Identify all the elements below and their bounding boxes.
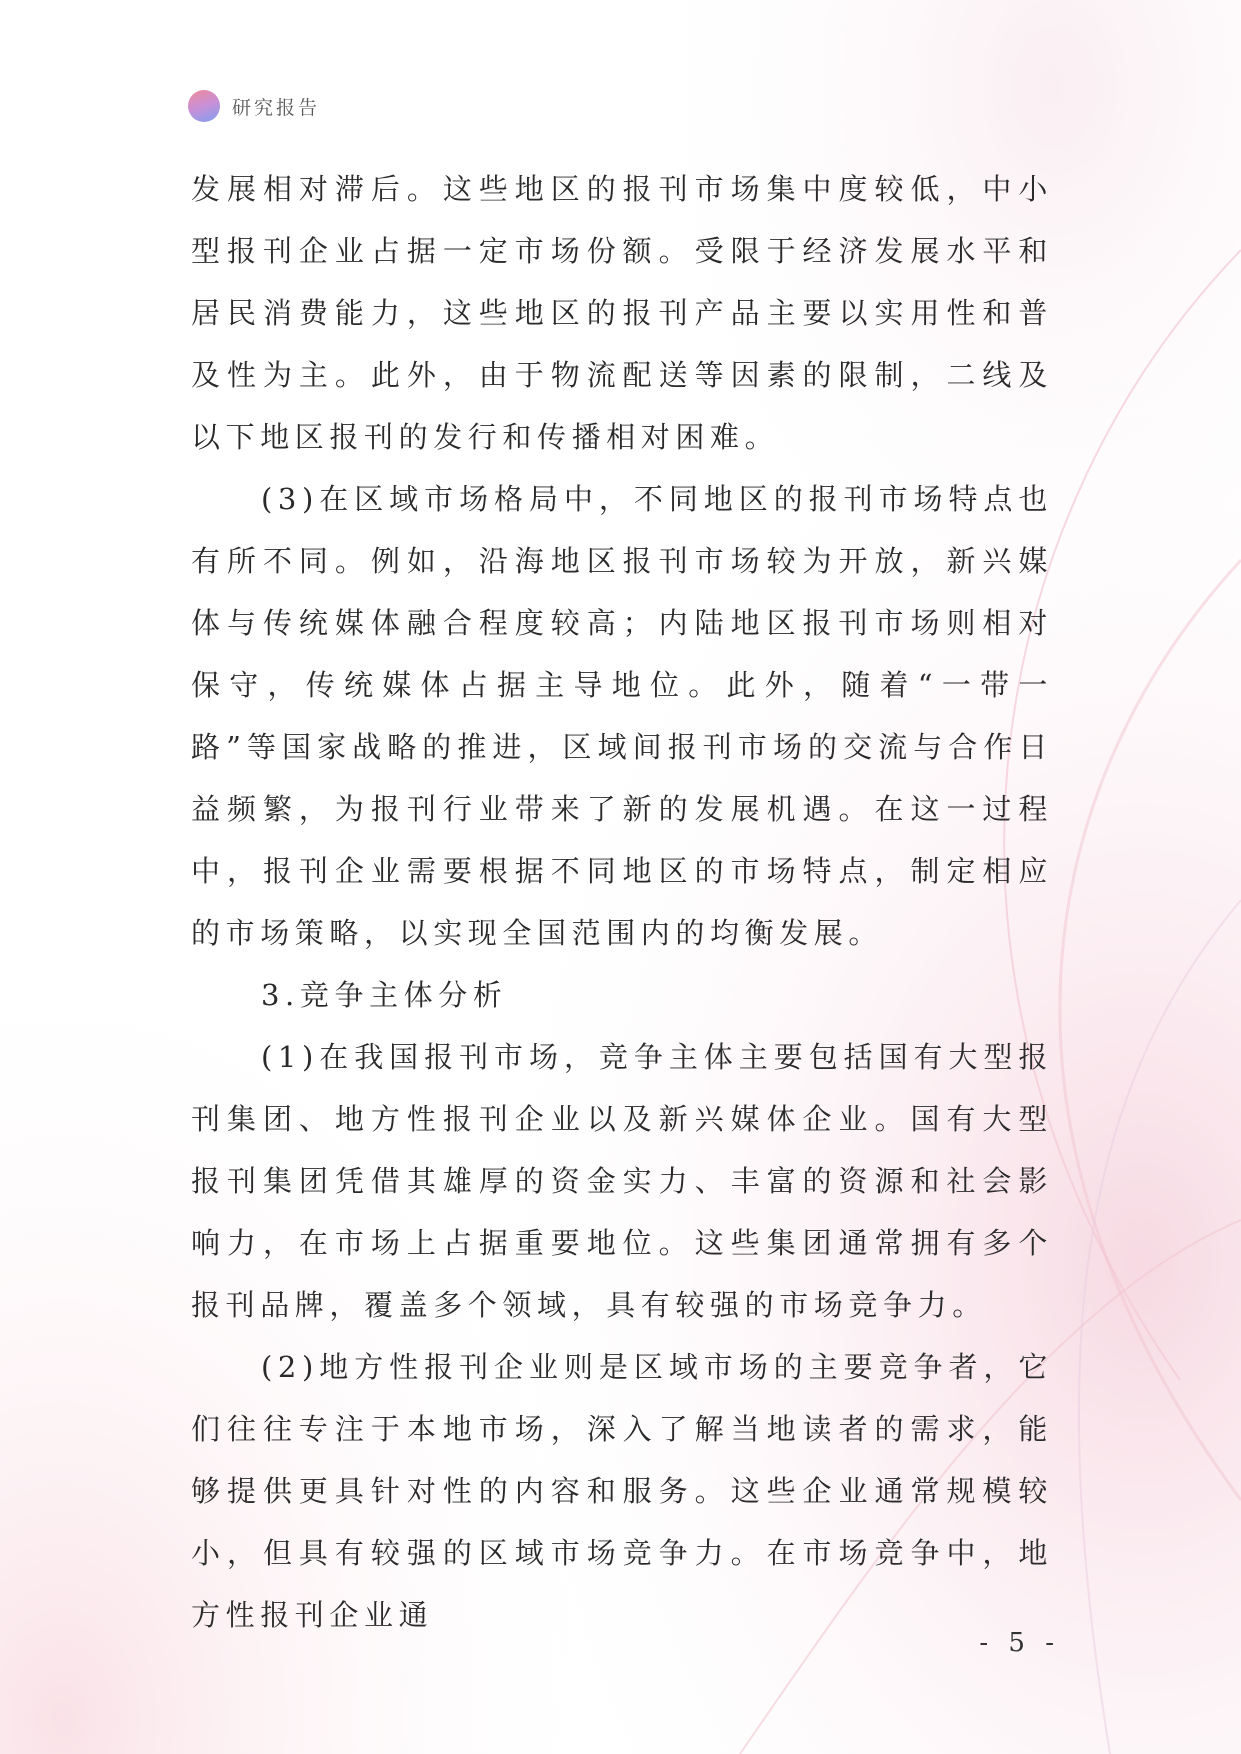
paragraph-competitors-2: (2)地方性报刊企业则是区域市场的主要竞争者，它们往往专注于本地市场，深入了解当地读者的需求，能够提供更具针对性的内容和服务。这些企业通常规模较小，但具有较强的区域市场竞争力。在市场竞争中，地方性报刊企业通 bbox=[191, 1350, 1053, 1632]
section-heading: 3.竞争主体分析 bbox=[261, 978, 508, 1012]
paragraph-regional-market: (3)在区域市场格局中，不同地区的报刊市场特点也有所不同。例如，沿海地区报刊市场较为开放，新兴媒体与传统媒体融合程度较高；内陆地区报刊市场则相对保守，传统媒体占据主导地位。此外，随着“一带一路”等国家战略的推进，区域间报刊市场的交流与合作日益频繁，为报刊行业带来了新的发展机遇。在这一过程中，报刊企业需要根据不同地区的市场特点，制定相应的市场策略，以实现全国范围内的均衡发展。 bbox=[191, 482, 1053, 950]
body-text bbox=[191, 158, 1053, 1646]
paragraph-competitors-1: (1)在我国报刊市场，竞争主体主要包括国有大型报刊集团、地方性报刊企业以及新兴媒体企业。国有大型报刊集团凭借其雄厚的资金实力、丰富的资源和社会影响力，在市场上占据重要地位。这些集团通常拥有多个报刊品牌，覆盖多个领域，具有较强的市场竞争力。 bbox=[191, 1040, 1053, 1322]
paragraph-continued: 发展相对滞后。这些地区的报刊市场集中度较低，中小型报刊企业占据一定市场份额。受限于经济发展水平和居民消费能力，这些地区的报刊产品主要以实用性和普及性为主。此外，由于物流配送等因素的限制，二线及以下地区报刊的发行和传播相对困难。 bbox=[191, 172, 1053, 454]
header-title: 研究报告 bbox=[232, 96, 321, 119]
page-number: - 5 - bbox=[979, 1628, 1060, 1658]
gradient-circle-icon bbox=[188, 90, 220, 122]
report-header bbox=[188, 88, 320, 124]
